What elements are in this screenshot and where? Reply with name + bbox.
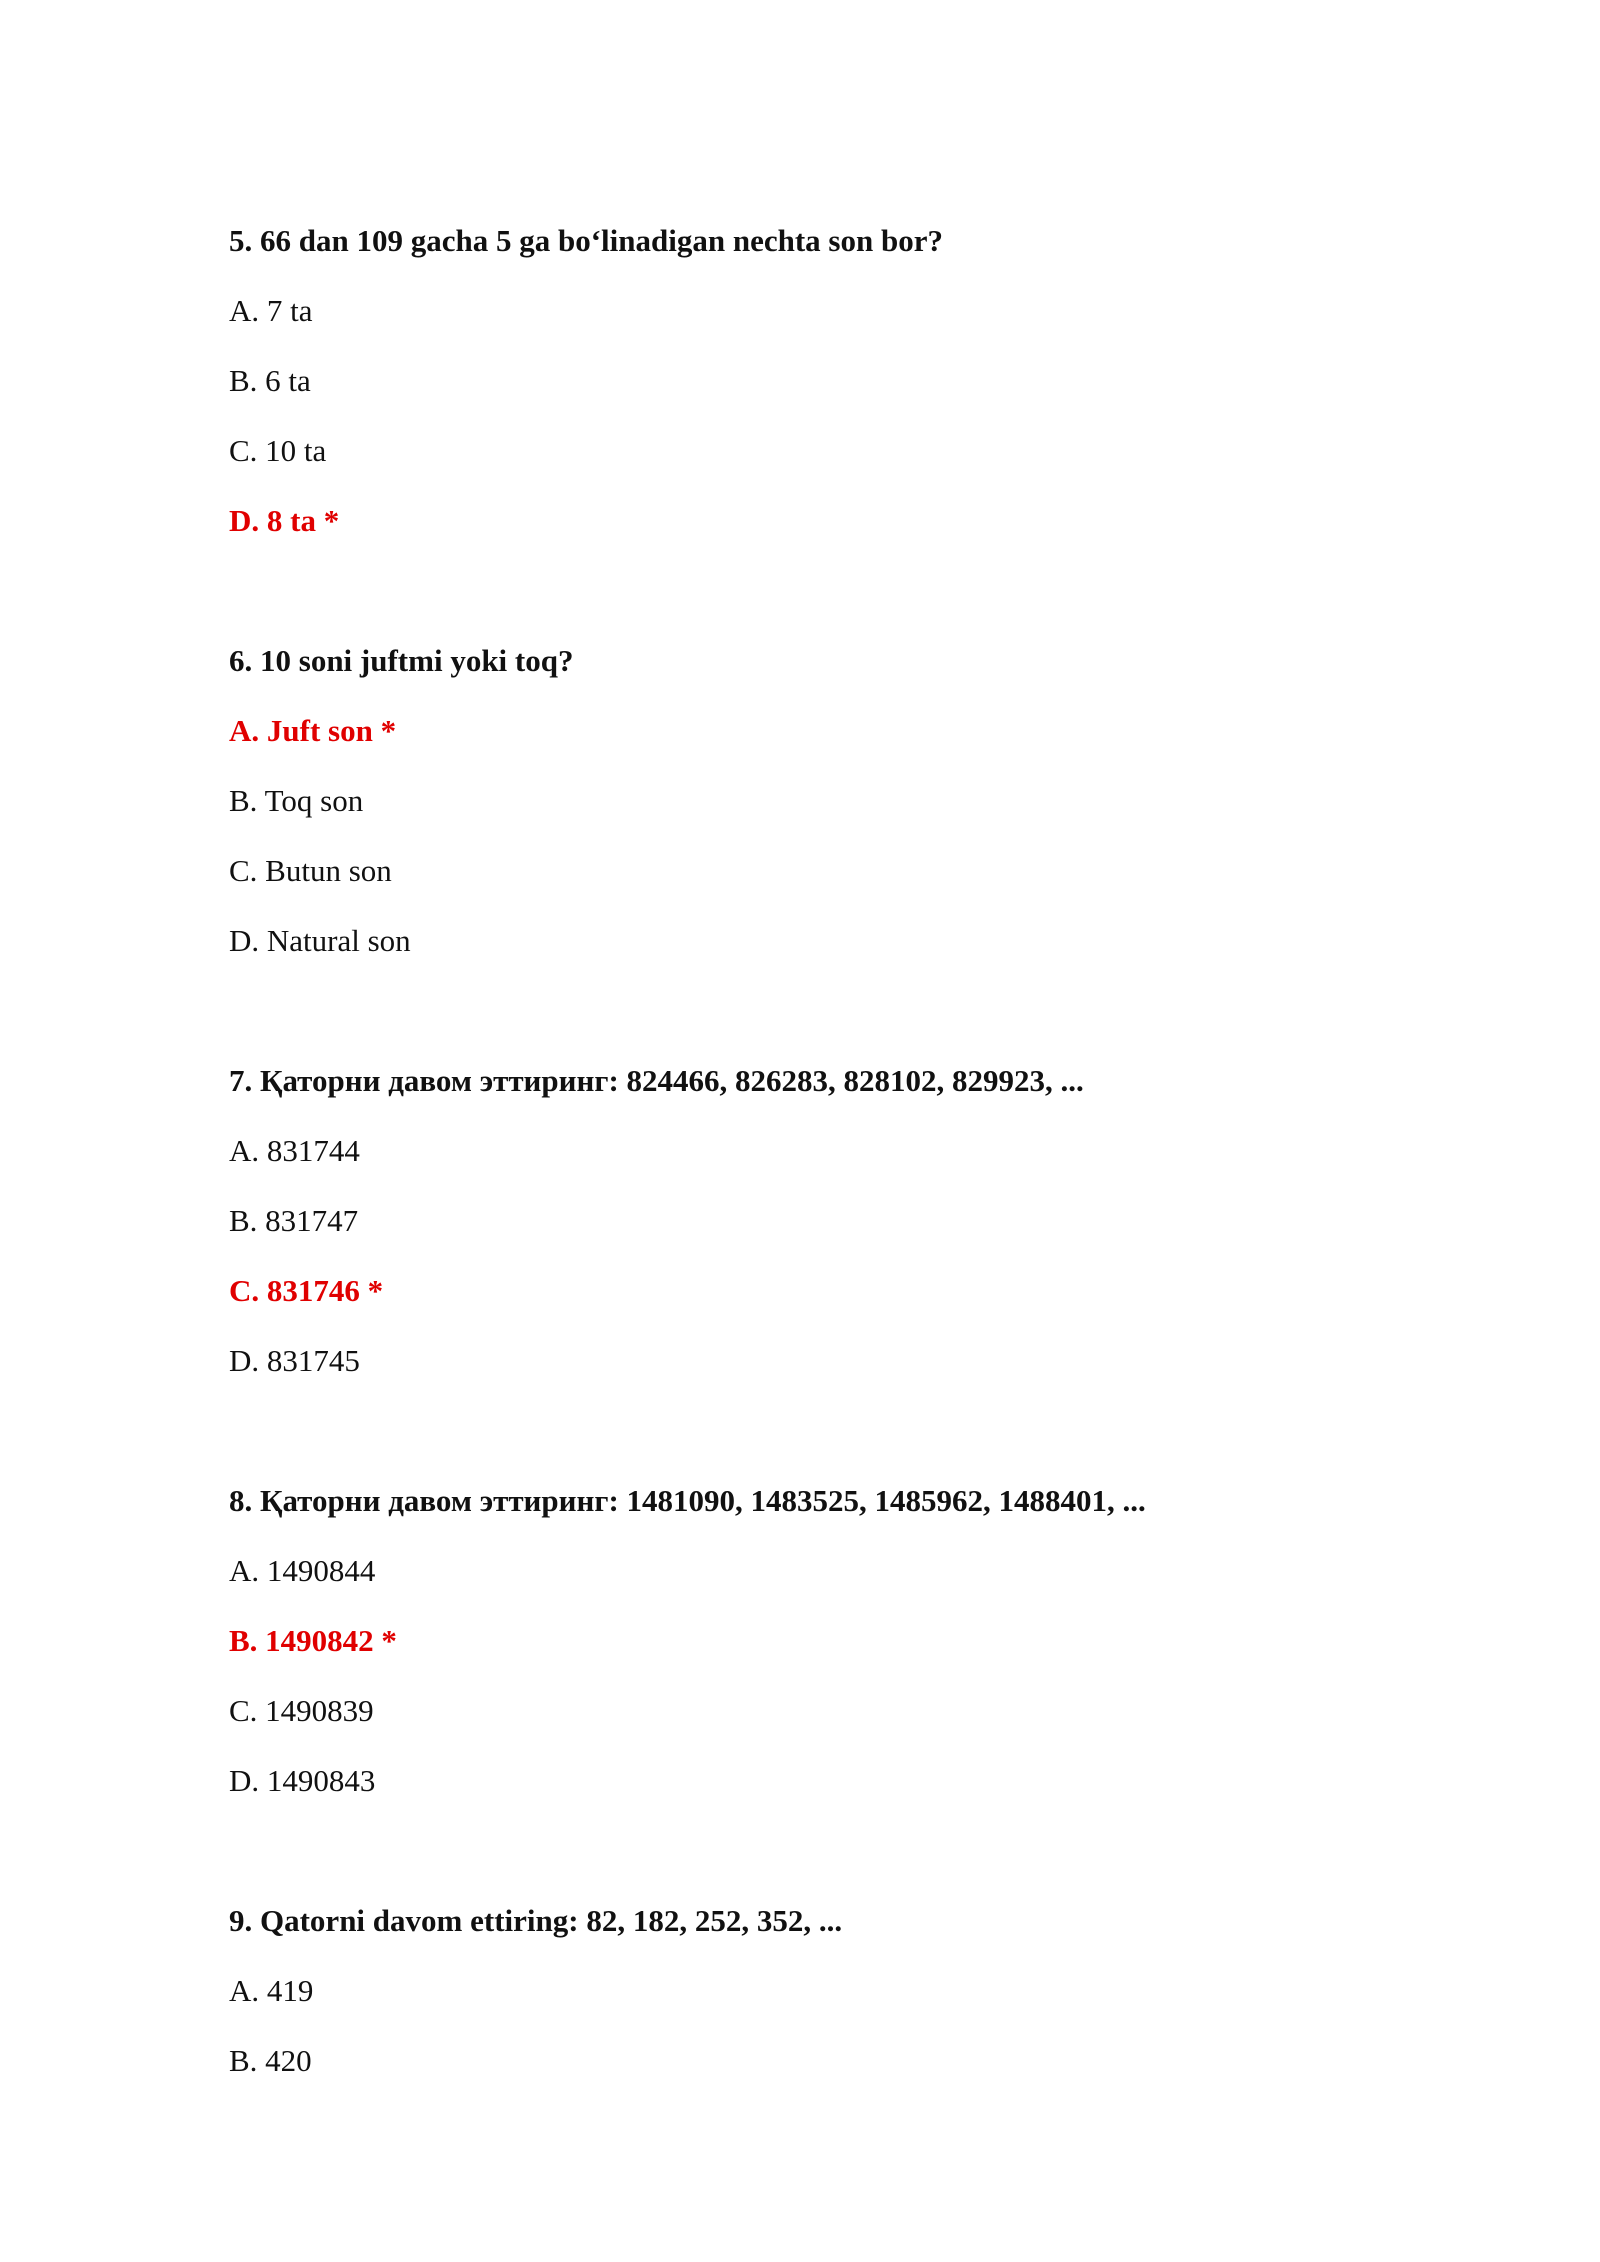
question-9 — [229, 1886, 1479, 2096]
question-6 — [229, 626, 1479, 976]
option-a-correct: A. Juft son * — [229, 713, 397, 748]
option-a: A. 7 ta — [229, 293, 313, 328]
option-b: B. Toq son — [229, 783, 364, 818]
option-a: A. 831744 — [229, 1133, 360, 1168]
option-b: B. 831747 — [229, 1203, 359, 1238]
option-d: D. Natural son — [229, 923, 411, 958]
quiz-page — [229, 206, 1479, 2166]
option-c-correct: C. 831746 * — [229, 1273, 384, 1308]
question-title: 7. Қаторни давом эттиринг: 824466, 826283, 828102, 829923, ... — [229, 1063, 1084, 1098]
option-b: B. 6 ta — [229, 363, 311, 398]
option-c: C. Butun son — [229, 853, 392, 888]
option-d: D. 831745 — [229, 1343, 360, 1378]
option-a: A. 1490844 — [229, 1553, 376, 1588]
question-5 — [229, 206, 1479, 556]
option-b: B. 420 — [229, 2043, 312, 2078]
question-title: 8. Қаторни давом эттиринг: 1481090, 1483525, 1485962, 1488401, ... — [229, 1483, 1146, 1518]
question-title: 6. 10 soni juftmi yoki toq? — [229, 643, 574, 678]
question-7 — [229, 1046, 1479, 1396]
option-c: C. 10 ta — [229, 433, 327, 468]
option-d-correct: D. 8 ta * — [229, 503, 340, 538]
option-a: A. 419 — [229, 1973, 314, 2008]
question-8 — [229, 1466, 1479, 1816]
question-title: 9. Qatorni davom ettiring: 82, 182, 252, 352, ... — [229, 1903, 843, 1938]
option-b-correct: B. 1490842 * — [229, 1623, 397, 1658]
option-c: C. 1490839 — [229, 1693, 374, 1728]
question-title: 5. 66 dan 109 gacha 5 ga bo‘linadigan nechta son bor? — [229, 223, 943, 258]
option-d: D. 1490843 — [229, 1763, 376, 1798]
